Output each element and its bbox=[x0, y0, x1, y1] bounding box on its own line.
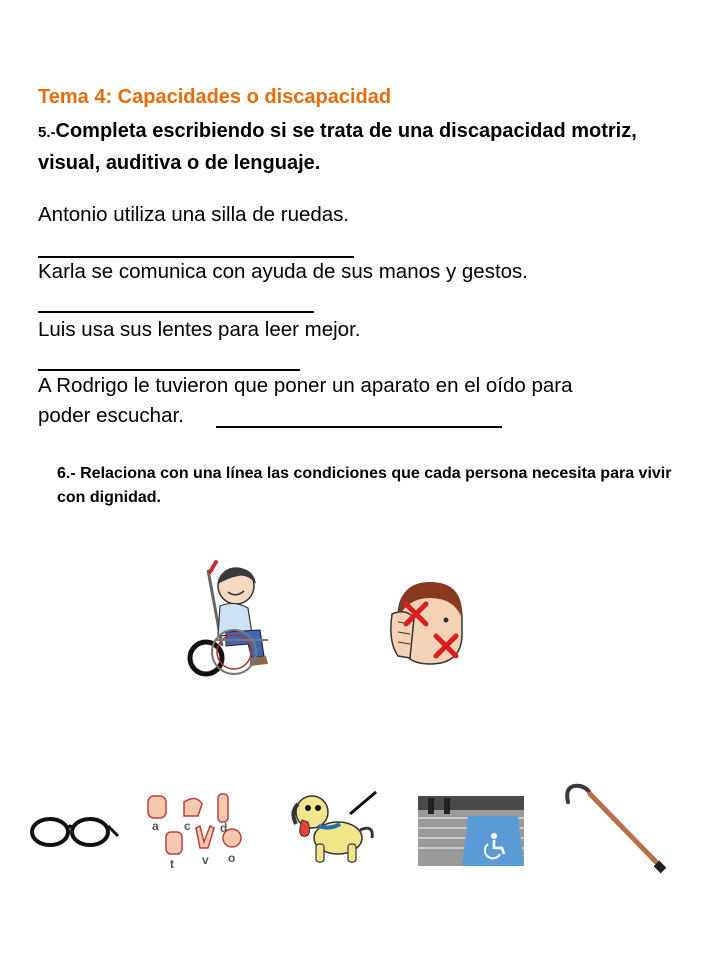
wheelchair-child-icon[interactable] bbox=[186, 560, 278, 678]
exercise-5-instruction bbox=[38, 116, 698, 178]
statement-antonio: Antonio utiliza una silla de ruedas. bbox=[38, 203, 350, 226]
sign-letter-a: a bbox=[152, 819, 159, 833]
sign-letter-v: v bbox=[202, 853, 209, 867]
accessible-ramp-icon[interactable] bbox=[418, 796, 524, 866]
sign-letter-d: d bbox=[220, 821, 228, 835]
statement-luis: Luis usa sus lentes para leer mejor. bbox=[38, 318, 361, 341]
answer-blank-rodrigo[interactable] bbox=[216, 426, 502, 428]
walking-cane-icon[interactable] bbox=[560, 780, 670, 876]
page-title: Tema 4: Capacidades o discapacidad bbox=[38, 86, 392, 108]
sign-letter-o: o bbox=[228, 851, 236, 865]
deaf-child-icon[interactable] bbox=[388, 578, 468, 670]
glasses-icon[interactable] bbox=[28, 812, 120, 852]
statement-rodrigo-1: A Rodrigo le tuvieron que poner un aparato en el oído para bbox=[38, 374, 573, 397]
guide-dog-icon[interactable] bbox=[286, 790, 378, 866]
exercise-5-text: Completa escribiendo si se trata de una discapacidad motriz, visual, auditiva o de lenguaje. bbox=[38, 120, 637, 174]
answer-blank-antonio[interactable] bbox=[38, 256, 354, 258]
sign-letter-t: t bbox=[170, 857, 174, 871]
sign-letter-c: c bbox=[184, 819, 191, 833]
exercise-6-instruction: 6.- Relaciona con una línea las condiciones que cada persona necesita para vivir con dignidad. bbox=[57, 465, 672, 506]
sign-language-icon[interactable] bbox=[140, 792, 252, 872]
answer-blank-karla[interactable] bbox=[38, 311, 314, 313]
exercise-5-number: 5.- bbox=[38, 124, 56, 141]
answer-blank-luis[interactable] bbox=[38, 369, 300, 371]
statement-rodrigo-2: poder escuchar. bbox=[38, 404, 184, 427]
statement-karla: Karla se comunica con ayuda de sus manos y gestos. bbox=[38, 260, 528, 283]
